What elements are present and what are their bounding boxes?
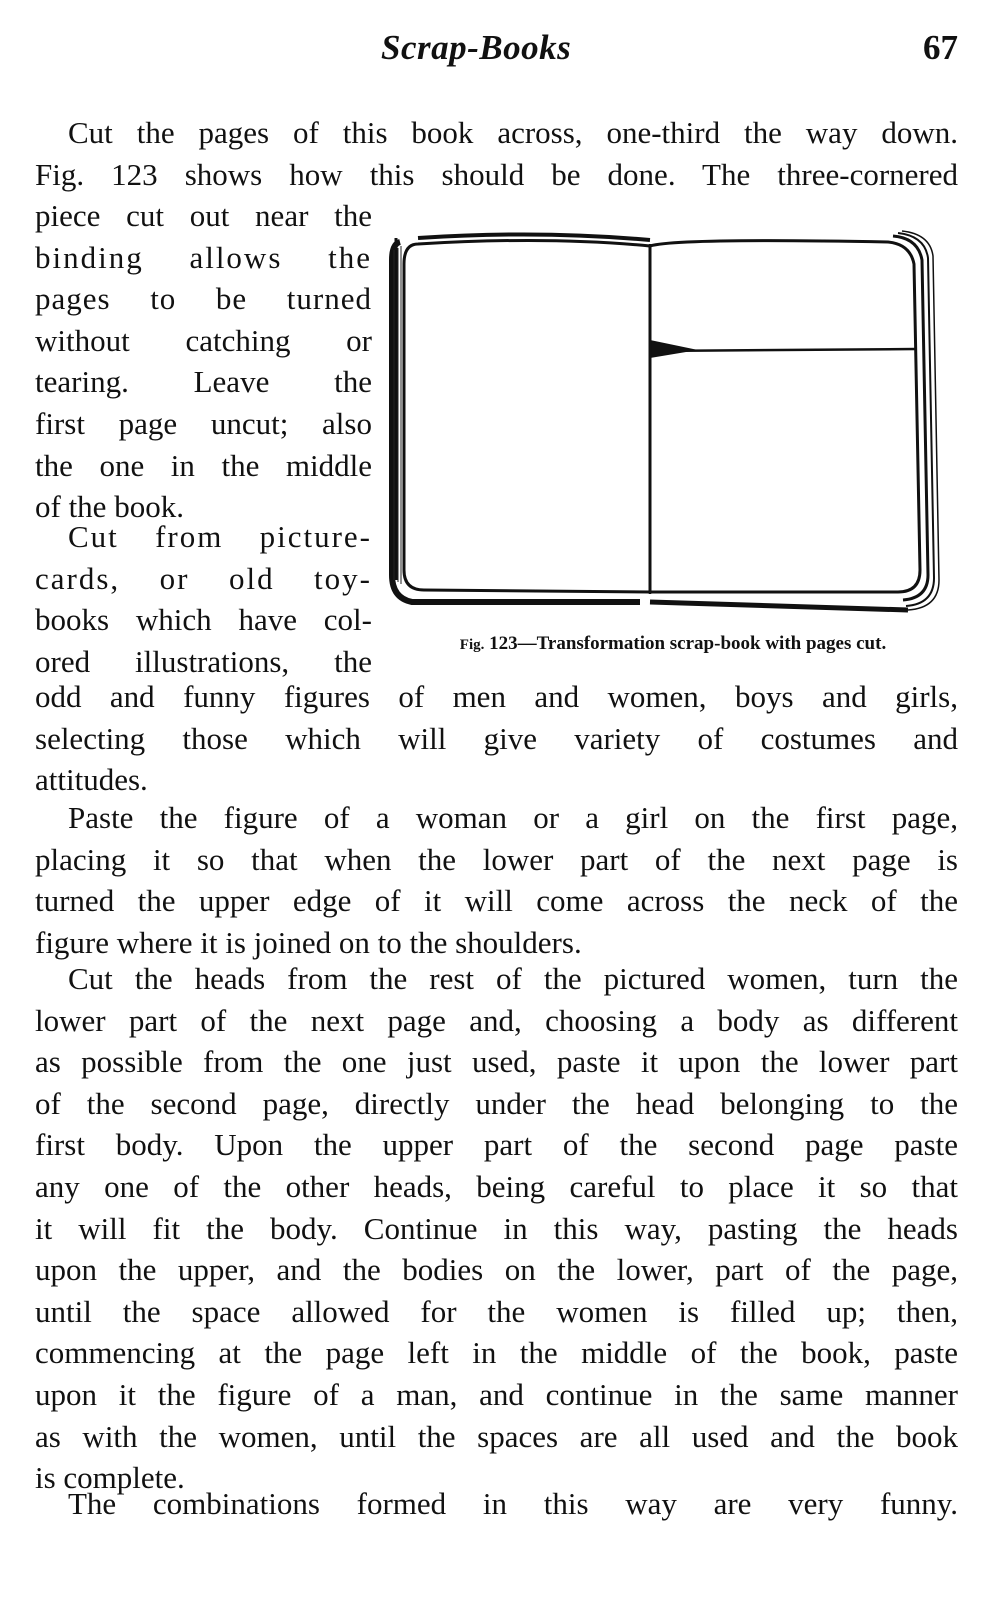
- text-line: odd and funny figures of men and women, boys and girls,: [35, 679, 958, 714]
- text-line: ored illustrations, the: [35, 643, 372, 679]
- text-line: pages to be turned: [35, 281, 372, 317]
- text-line: is complete.: [35, 1460, 185, 1496]
- right-page: [650, 241, 920, 592]
- text-line: any one of the other heads, being careful to place it so that: [35, 1168, 958, 1204]
- text-line: until the space allowed for the women is filled up; then,: [35, 1293, 958, 1329]
- text-line: without catching or: [35, 322, 372, 358]
- text-line: commencing at the page left in the middle of the book, paste: [35, 1335, 958, 1371]
- text-line: first page uncut; also: [35, 405, 372, 441]
- text-line: first body. Upon the upper part of the second page paste: [35, 1127, 958, 1163]
- paragraph-4: [35, 958, 958, 1540]
- text-line: of the second page, directly under the head belonging to the: [35, 1085, 958, 1121]
- figure-caption: [388, 633, 958, 655]
- figure-123-scrapbook-illustration: [388, 230, 958, 650]
- text-line: as possible from the one just used, paste it upon the lower part: [35, 1044, 958, 1080]
- text-line: The combinations formed in this way are very funny.: [68, 1486, 958, 1521]
- text-line: cards, or old toy-: [35, 560, 372, 596]
- text-line: placing it so that when the lower part of the next page is: [35, 841, 958, 877]
- text-line: Fig. 123 shows how this should be done. The three-cornered: [35, 156, 958, 192]
- running-head: [0, 28, 1000, 78]
- page-number: 67: [923, 28, 958, 67]
- text-line: of the book.: [35, 489, 184, 525]
- paragraph-1-narrow: [35, 195, 372, 569]
- text-line: as with the women, until the spaces are all used and the book: [35, 1418, 958, 1454]
- running-head-title: Scrap-Books: [381, 28, 572, 67]
- text-line: selecting those which will give variety of costumes and: [35, 720, 958, 756]
- text-line: the one in the middle: [35, 447, 372, 483]
- text-line: tearing. Leave the: [35, 364, 372, 400]
- text-line: Cut from picture-: [68, 519, 372, 554]
- text-line: turned the upper edge of it will come across the neck of the: [35, 883, 958, 919]
- text-line: Cut the pages of this book across, one-third the way down.: [68, 115, 958, 150]
- text-line: books which have col-: [35, 602, 372, 638]
- open-scrapbook-drawing: [388, 230, 958, 630]
- text-line: Paste the figure of a woman or a girl on the first page,: [68, 800, 958, 835]
- text-line: it will fit the body. Continue in this way, pasting the heads: [35, 1210, 958, 1246]
- text-line: lower part of the next page and, choosing a body as different: [35, 1002, 958, 1038]
- text-line: attitudes.: [35, 762, 148, 798]
- caption-text: 123—Transformation scrap-book with pages cut.: [484, 633, 887, 654]
- text-line: Cut the heads from the rest of the pictured women, turn the: [68, 961, 958, 996]
- text-line: piece cut out near the: [35, 198, 372, 233]
- text-line: upon it the figure of a man, and continue in the same manner: [35, 1376, 958, 1412]
- caption-prefix: Fig.: [459, 637, 485, 653]
- text-line: figure where it is joined on to the shoulders.: [35, 924, 582, 960]
- paragraph-5: [35, 1483, 958, 1566]
- text-line: binding allows the: [35, 239, 372, 275]
- left-page: [404, 240, 650, 592]
- text-line: upon the upper, and the bodies on the lower, part of the page,: [35, 1252, 958, 1288]
